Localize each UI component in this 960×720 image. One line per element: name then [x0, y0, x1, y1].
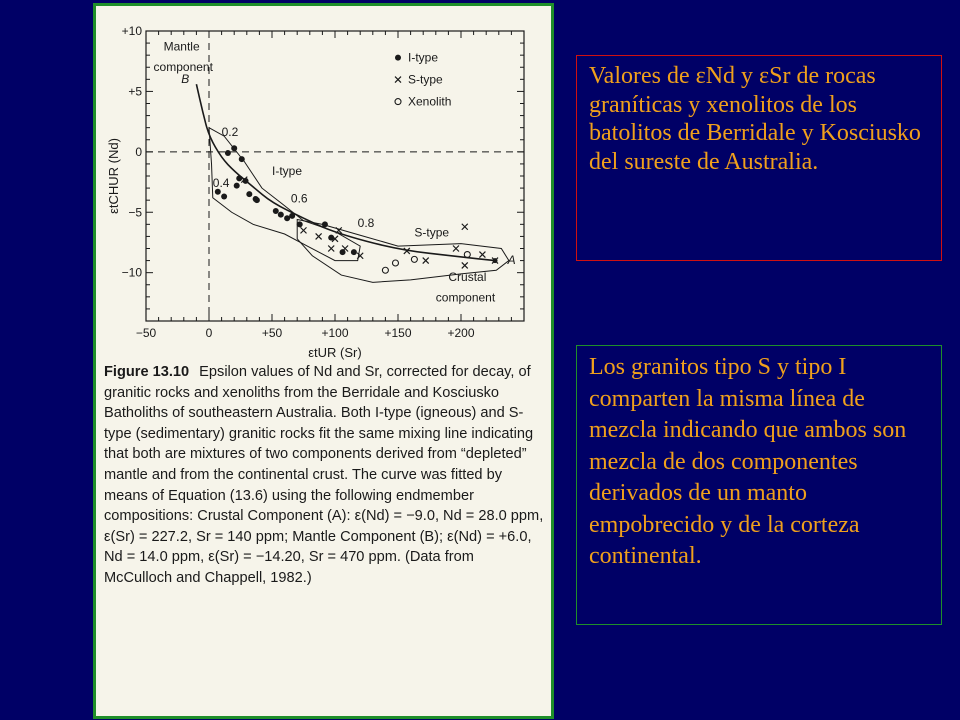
mixing-fraction-label: 0.2 [221, 125, 239, 140]
legend-dot-icon [395, 55, 401, 61]
x-tick-label: +150 [384, 326, 412, 340]
y-tick-label: 0 [135, 144, 142, 159]
figure-panel [93, 3, 554, 719]
y-tick-label: +10 [121, 24, 142, 38]
x-axis-label: εtUR (Sr) [308, 345, 362, 360]
s-type-point [316, 233, 322, 239]
i-type-point [236, 175, 242, 181]
i-type-point [273, 208, 279, 214]
legend-cross-icon [395, 77, 401, 83]
scatter-chart [96, 6, 551, 361]
mixing-curve [196, 84, 495, 260]
legend-circle-icon [395, 99, 401, 105]
chart-annotation: A [507, 253, 516, 268]
s-type-point [328, 246, 334, 252]
note-box-top [576, 55, 942, 261]
y-tick-label: −5 [128, 205, 142, 220]
s-type-point [479, 252, 485, 258]
x-tick-label: +50 [261, 326, 283, 340]
chart-annotation: Crustal [448, 270, 487, 285]
note-top-text: Valores de εNd y εSr de rocas graníticas y xenolitos de los batolitos de Berridale y Kosciusko del sureste de Australia. [589, 63, 921, 175]
i-type-point [322, 221, 328, 227]
x-tick-label: −50 [135, 326, 157, 340]
legend-label: Xenolith [408, 94, 452, 109]
y-tick-label: −10 [121, 265, 142, 280]
note-box-bottom [576, 345, 942, 625]
i-type-point [254, 197, 260, 203]
note-bottom-text: Los granitos tipo S y tipo I comparten la misma línea de mezcla indicando que ambos son mezcla de dos componentes derivados de un manto empobrecido y de la corteza continental. [589, 354, 907, 569]
s-type-point [423, 258, 429, 264]
i-type-point [221, 194, 227, 200]
i-type-point [340, 249, 346, 255]
mixing-fraction-label: 0.4 [212, 175, 230, 190]
s-type-point [462, 262, 468, 268]
figure-caption [104, 362, 548, 589]
mixing-fraction-label: 0.6 [290, 191, 308, 206]
y-tick-label: +5 [128, 84, 142, 99]
i-type-point [225, 150, 231, 156]
chart-annotation: Mantle [163, 39, 200, 54]
legend-label: S-type [408, 72, 443, 87]
legend-label: I-type [408, 50, 439, 65]
mixing-fraction-label: 0.8 [357, 215, 375, 230]
i-type-point [289, 213, 295, 219]
s-type-point [301, 227, 307, 233]
chart-annotation: component [435, 290, 496, 305]
xenolith-point [392, 260, 398, 266]
caption-text: Epsilon values of Nd and Sr, corrected for decay, of granitic rocks and xenoliths from the Berridale and Kosciusko Batholiths of southeastern Australia. Both I-type (igneous) and S-type (sedimentary) granitic rocks fit the same mixing line indicating that both are mixtures of two components derived from “depleted” mantle and from the continental crust. The curve was fitted by means of Equation (13.6) using the following endmember compositions: Crustal Component (A): ε(Nd) = −9.0, Nd = 28.0 ppm, ε(Sr) = 227.2, Sr = 140 ppm; Mantle Component (B); ε(Nd) = +6.0, Nd = 14.0 ppm, ε(Sr) = −14.20, Sr = 470 ppm. (Data from McCulloch and Chappell, 1982.) [104, 364, 548, 586]
i-type-point [278, 212, 284, 218]
chart-annotation: I-type [272, 163, 303, 178]
xenolith-point [464, 252, 470, 258]
chart-annotation: B [181, 71, 190, 86]
i-type-point [239, 156, 245, 162]
x-tick-label: +100 [321, 326, 349, 340]
i-type-point [297, 221, 303, 227]
i-type-point [246, 191, 252, 197]
i-type-point [234, 183, 240, 189]
s-type-point [462, 224, 468, 230]
y-axis-label: εtCHUR (Nd) [106, 138, 121, 214]
chart-annotation: S-type [414, 225, 450, 240]
x-tick-label: +200 [447, 326, 475, 340]
figure-label: Figure 13.10 [104, 364, 190, 380]
i-type-point [231, 145, 237, 151]
xenolith-point [411, 256, 417, 262]
x-tick-label: 0 [205, 326, 213, 340]
xenolith-point [382, 267, 388, 273]
i-type-point [351, 249, 357, 255]
chart-annotation: component [153, 59, 213, 74]
s-type-point [453, 246, 459, 252]
